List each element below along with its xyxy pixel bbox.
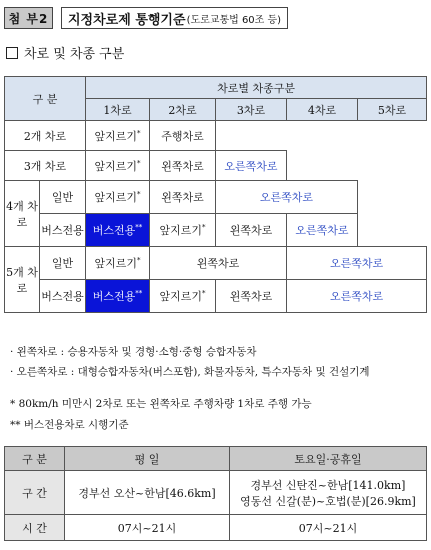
table-cell: 주행차로 — [150, 121, 216, 151]
col-header-lane-2: 2차로 — [150, 99, 216, 121]
table-cell: 왼쪽차로 — [216, 214, 287, 247]
table-header-row — [5, 447, 427, 471]
col-header-weekend: 토요일·공휴일 — [230, 447, 427, 471]
col-header-lane-group: 차로별 차종구분 — [86, 77, 427, 99]
bus-lane-cell: 버스전용** — [86, 280, 150, 313]
bus-lane-schedule-table — [4, 446, 427, 541]
col-header-lane-1: 1차로 — [86, 99, 150, 121]
row-label-3-lanes: 3개 차로 — [5, 151, 86, 181]
row-label-time: 시 간 — [5, 515, 65, 541]
row-sublabel-general: 일반 — [40, 247, 86, 280]
weekend-section-cell — [230, 471, 427, 515]
table-row — [5, 121, 427, 151]
empty-cell — [216, 121, 427, 151]
note-left-lanes: · 왼쪽차로 : 승용자동차 및 경형·소형·중형 승합자동차 — [10, 346, 257, 358]
table-cell: 왼쪽차로 — [150, 151, 216, 181]
table-cell: 앞지르기* — [150, 280, 216, 313]
table-row — [5, 515, 427, 541]
table-cell: 오른쪽차로 — [287, 280, 427, 313]
col-header-lane-5: 5차로 — [358, 99, 427, 121]
table-row — [5, 247, 427, 280]
empty-cell — [358, 181, 427, 214]
table-cell: 오른쪽차로 — [287, 214, 358, 247]
table-row — [5, 280, 427, 313]
table-cell: 오른쪽차로 — [216, 181, 358, 214]
empty-cell — [358, 214, 427, 247]
table-row — [5, 471, 427, 515]
row-sublabel-bus: 버스전용 — [40, 280, 86, 313]
col-header-weekday: 평 일 — [65, 447, 230, 471]
table-cell: 오른쪽차로 — [287, 247, 427, 280]
col-header-category: 구 분 — [5, 447, 65, 471]
row-sublabel-bus: 버스전용 — [40, 214, 86, 247]
attachment-header — [4, 7, 288, 29]
table-cell: 앞지르기* — [86, 247, 150, 280]
table-cell: 앞지르기* — [86, 121, 150, 151]
row-label-5-lanes: 5개 차로 — [5, 247, 40, 313]
empty-cell — [287, 151, 427, 181]
col-header-lane-3: 3차로 — [216, 99, 287, 121]
row-sublabel-general: 일반 — [40, 181, 86, 214]
weekend-section-line-2: 영동선 신갈(분)~호법(분)[26.9km] — [240, 494, 416, 508]
square-bullet-icon — [6, 47, 18, 59]
note-star-1: * 80km/h 미만시 2차로 또는 왼쪽차로 주행차량 1차로 주행 가능 — [10, 398, 312, 410]
note-star-2: ** 버스전용차로 시행기준 — [10, 419, 129, 431]
col-header-category: 구 분 — [5, 77, 86, 121]
weekday-time-cell: 07시~21시 — [65, 515, 230, 541]
weekend-section-line-1: 경부선 신탄진~한남[141.0km] — [250, 478, 406, 492]
weekday-section-cell: 경부선 오산~한남[46.6km] — [65, 471, 230, 515]
table-cell: 오른쪽차로 — [216, 151, 287, 181]
note-right-lanes: · 오른쪽차로 : 대형승합자동차(버스포함), 화물자동차, 특수자동차 및 건설기계 — [10, 366, 370, 378]
attachment-label: 첨 부2 — [4, 7, 53, 29]
table-header-row — [5, 77, 427, 99]
document-subtitle: (도로교통법 60조 등) — [186, 14, 282, 26]
table-cell: 앞지르기* — [150, 214, 216, 247]
document-title-box — [61, 7, 288, 29]
table-cell: 왼쪽차로 — [150, 247, 287, 280]
row-label-4-lanes: 4개 차로 — [5, 181, 40, 247]
table-row — [5, 151, 427, 181]
table-cell: 왼쪽차로 — [216, 280, 287, 313]
col-header-lane-4: 4차로 — [287, 99, 358, 121]
row-label-2-lanes: 2개 차로 — [5, 121, 86, 151]
bus-lane-cell: 버스전용** — [86, 214, 150, 247]
document-title: 지정차로제 통행기준 — [68, 12, 186, 28]
table-cell: 앞지르기* — [86, 181, 150, 214]
table-row — [5, 181, 427, 214]
table-row — [5, 214, 427, 247]
section-title: 차로 및 차종 구분 — [24, 47, 125, 62]
weekend-time-cell: 07시~21시 — [230, 515, 427, 541]
section-heading — [6, 43, 124, 62]
table-cell: 왼쪽차로 — [150, 181, 216, 214]
table-cell: 앞지르기* — [86, 151, 150, 181]
row-label-section: 구 간 — [5, 471, 65, 515]
lane-classification-table — [4, 76, 427, 313]
